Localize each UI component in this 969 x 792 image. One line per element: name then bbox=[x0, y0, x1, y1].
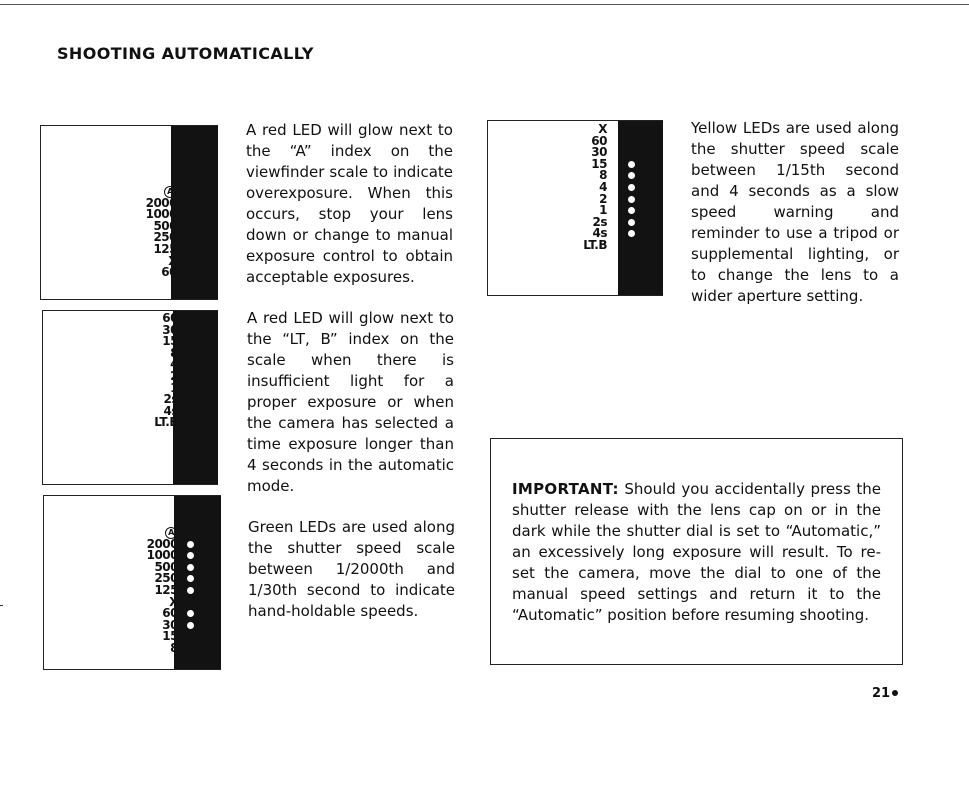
scale-label: 250 bbox=[153, 230, 177, 245]
viewfinder-scale-green-leds bbox=[43, 495, 221, 670]
scale-label: 250 bbox=[154, 571, 178, 586]
paragraph-green-leds: Green LEDs are used along the shutter speed scale between 1/2000th and 1/30th second to indicate hand-holdable speeds. bbox=[248, 518, 455, 620]
scale-label: 2 bbox=[170, 368, 178, 383]
scale-label: 125 bbox=[153, 241, 177, 256]
scale-label: 15 bbox=[162, 629, 178, 644]
scale-label: 8 bbox=[599, 168, 607, 183]
page-number bbox=[872, 686, 898, 701]
scale-label: 2 bbox=[599, 191, 607, 206]
scale-label: 1000 bbox=[145, 207, 177, 222]
scale-label: 2000 bbox=[146, 536, 178, 551]
scale-label: 60 bbox=[162, 606, 178, 621]
important-text: Should you accidentally press the shutter release with the lens cap on or in the dark while the shutter dial is set to “Automatic,” an excessively long exposure will result. To re-set the camera, move the dial to one of the manual speed settings and return it to the “Automatic” position before resuming shooting. bbox=[512, 480, 881, 624]
scale-label: 8 bbox=[170, 640, 178, 655]
scale-label: X bbox=[168, 253, 177, 268]
viewfinder-led-strip bbox=[173, 311, 218, 484]
important-label: IMPORTANT: bbox=[512, 480, 619, 498]
scale-label: 30 bbox=[162, 322, 178, 337]
scale-label: 500 bbox=[154, 559, 178, 574]
scale-label: 15 bbox=[591, 156, 607, 171]
paragraph-yellow-leds: Yellow LEDs are used along the shutter speed scale between 1/15th second and 4 seconds as a slow speed warning and reminder to use a tripod or supplemental lighting, or to change the lens to a wider aperture setting. bbox=[691, 119, 899, 305]
led-dot-icon bbox=[187, 541, 194, 548]
viewfinder-scale-underexposure bbox=[42, 310, 218, 485]
scale-label: LT.B bbox=[154, 415, 178, 430]
viewfinder-led-strip bbox=[171, 126, 218, 299]
scale-label: 60 bbox=[162, 311, 178, 325]
paragraph-red-led-a: A red LED will glow next to the “A” index on the viewfinder scale to indicate overexposure. When this occurs, stop your lens down or change to manual exposure control to obtain acceptable exposures. bbox=[246, 121, 453, 286]
scale-index-a: A bbox=[99, 527, 178, 539]
scale-label: LT.B bbox=[583, 237, 607, 252]
shutter-speed-labels bbox=[107, 186, 177, 279]
led-dot-icon bbox=[628, 161, 635, 168]
led-dot-icon bbox=[187, 564, 194, 571]
top-rule bbox=[0, 4, 969, 5]
scale-label: 2s bbox=[163, 392, 178, 407]
scale-label: 8 bbox=[170, 345, 178, 360]
led-dot-icon bbox=[187, 587, 194, 594]
viewfinder-led-strip bbox=[174, 496, 221, 669]
scale-label: 1 bbox=[599, 203, 607, 218]
shutter-speed-labels bbox=[99, 527, 178, 655]
scale-label: 500 bbox=[153, 218, 177, 233]
viewfinder-led-strip bbox=[618, 121, 663, 295]
scale-label: 30 bbox=[591, 145, 607, 160]
shutter-speed-labels bbox=[99, 313, 178, 429]
margin-mark bbox=[0, 605, 3, 606]
scale-label: 30 bbox=[162, 617, 178, 632]
scale-label: 4s bbox=[163, 403, 178, 418]
scale-label: 15 bbox=[162, 334, 178, 349]
led-dot-icon bbox=[187, 622, 194, 629]
paragraph-red-led-ltb: A red LED will glow next to the “LT, B” index on the scale when there is insufficient light for a proper exposure or when the camera has selected a time exposure longer than 4 seconds in the automatic mode. bbox=[247, 309, 454, 495]
scale-label: 1 bbox=[170, 380, 178, 395]
scale-label: 60 bbox=[591, 133, 607, 148]
scale-label: 125 bbox=[154, 582, 178, 597]
led-dot-icon bbox=[628, 219, 635, 226]
important-notice bbox=[512, 479, 881, 626]
scale-label: X bbox=[598, 122, 607, 136]
scale-label: X bbox=[169, 594, 178, 609]
shutter-speed-labels bbox=[528, 124, 607, 252]
led-dot-icon bbox=[628, 184, 635, 191]
viewfinder-scale-overexposure bbox=[40, 125, 218, 300]
scale-label: 2000 bbox=[145, 195, 177, 210]
scale-index-a: A bbox=[107, 186, 177, 198]
scale-label: 4s bbox=[592, 226, 607, 241]
page-heading: SHOOTING AUTOMATICALLY bbox=[57, 44, 314, 63]
scale-label: 1000 bbox=[146, 548, 178, 563]
scale-label: 2s bbox=[592, 214, 607, 229]
page-number-value: 21 bbox=[872, 686, 891, 701]
viewfinder-scale-yellow-leds bbox=[487, 120, 663, 296]
led-dot-icon bbox=[628, 196, 635, 203]
scale-label: 60 bbox=[161, 265, 177, 280]
bullet-icon bbox=[892, 690, 898, 696]
scale-label: 4 bbox=[599, 179, 607, 194]
scale-label: 4 bbox=[170, 357, 178, 372]
